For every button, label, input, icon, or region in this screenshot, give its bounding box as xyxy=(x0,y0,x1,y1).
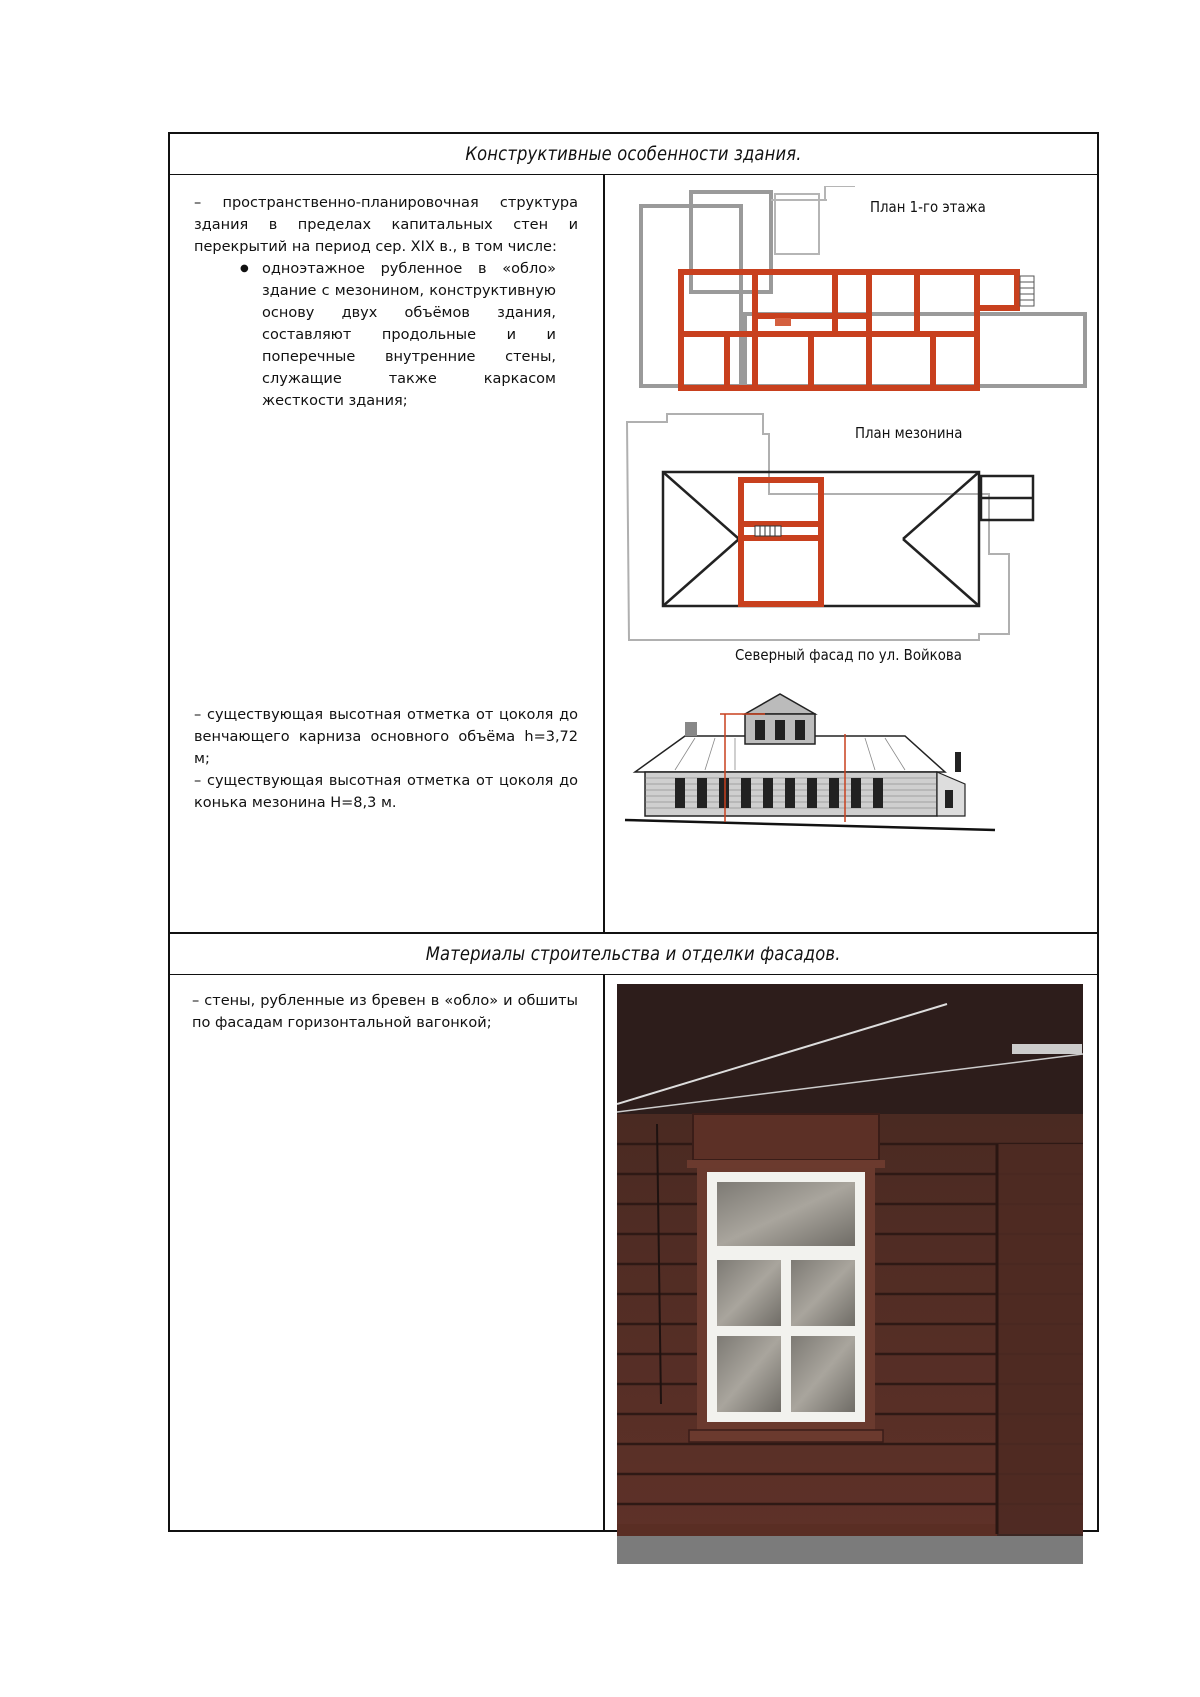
section1-title: Конструктивные особенности здания. xyxy=(170,134,1097,175)
plan-first-floor xyxy=(615,186,1095,406)
column-divider-1 xyxy=(603,174,605,932)
bullet-mark: ● xyxy=(240,263,249,274)
column-divider-2 xyxy=(603,974,605,1530)
height-text xyxy=(194,704,578,814)
section2-text xyxy=(192,990,578,1034)
facade-drawing xyxy=(615,674,1095,834)
height-paragraph-2: – существующая высотная отметка от цоколя до конька мезонина H=8,3 м. xyxy=(194,773,578,811)
document-sheet xyxy=(168,132,1099,1532)
walls-paragraph: – стены, рубленные из бревен в «обло» и обшиты по фасадам горизонтальной вагонкой; xyxy=(192,993,578,1031)
facade-label: Северный фасад по ул. Войкова xyxy=(735,646,962,664)
plan1-label: План 1-го этажа xyxy=(870,198,986,216)
plan2-label: План мезонина xyxy=(855,424,963,442)
intro-paragraph: – пространственно-планировочная структура здания в пределах капитальных стен и перекрытий на период сер. XIX в., в том числе: xyxy=(194,195,578,255)
section2-title: Материалы строительства и отделки фасадов. xyxy=(170,934,1097,975)
bullet-text: одноэтажное рубленное в «обло» здание с мезонином, конструктивную основу двух объёмов здания, составляют продольные и и поперечные внутренние стены, служащие также каркасом жесткости здания; xyxy=(262,261,556,409)
height-paragraph-1: – существующая высотная отметка от цоколя до венчающего карниза основного объёма h=3,72 м; xyxy=(194,707,578,767)
facade-photo xyxy=(617,984,1083,1564)
section1-text xyxy=(194,192,578,412)
plan-mezzanine xyxy=(615,412,1095,642)
bullet-item xyxy=(240,258,556,412)
